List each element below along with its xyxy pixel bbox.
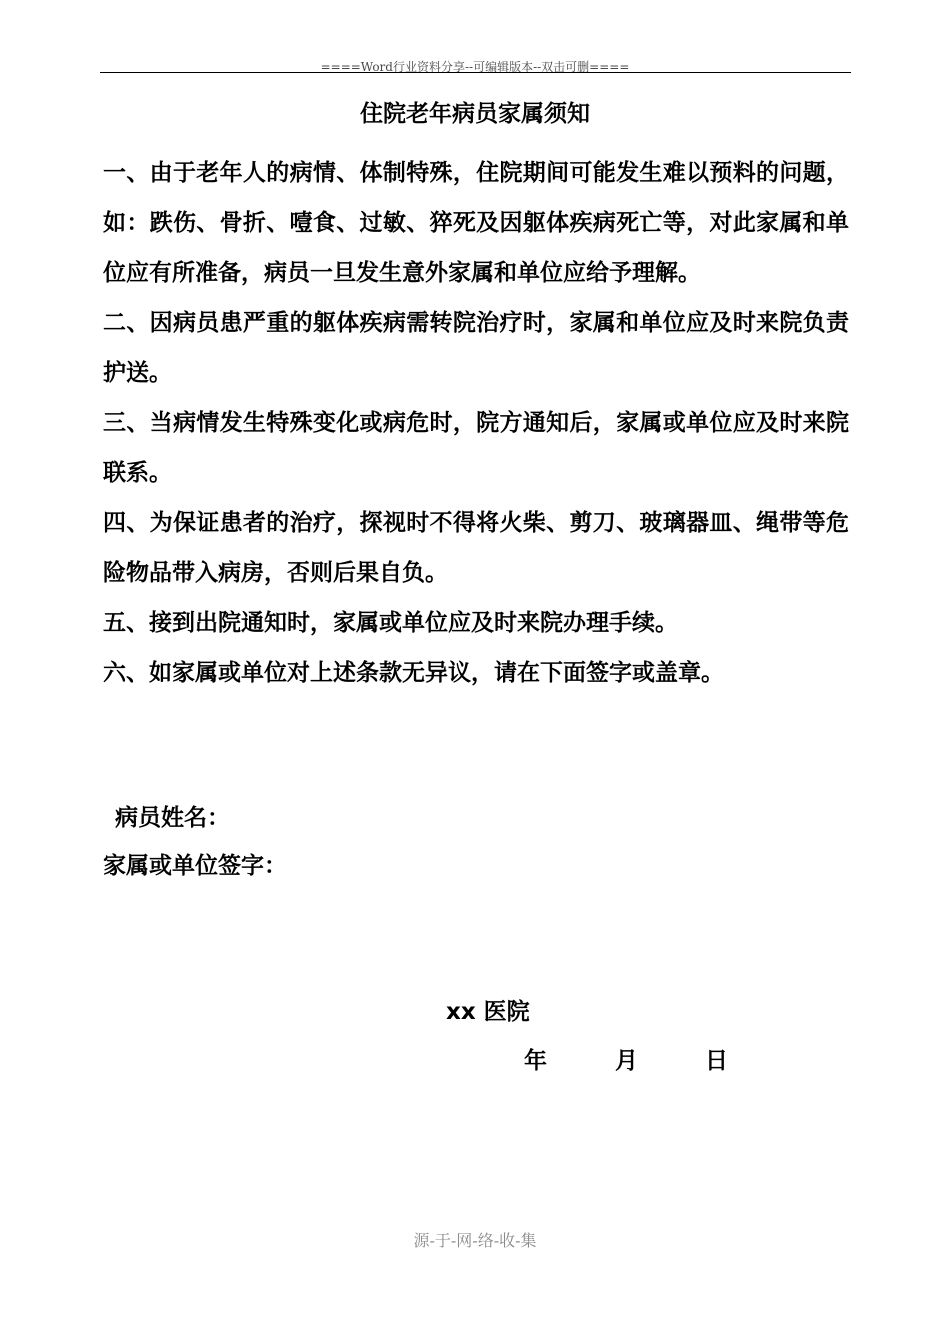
clause-list: [103, 148, 849, 698]
date-year-label: 年: [524, 1048, 547, 1074]
clause-2: 二、因病员患严重的躯体疾病需转院治疗时，家属和单位应及时来院负责护送。: [103, 310, 849, 386]
patient-name-label: 病员姓名：: [115, 805, 230, 831]
family-signature-label: 家属或单位签字：: [103, 853, 287, 879]
date-month-label: 月: [615, 1048, 638, 1074]
hospital-name: xx 医院: [446, 999, 530, 1025]
document-title: 住院老年病员家属须知: [360, 101, 590, 127]
clause-1: 一、由于老年人的病情、体制特殊，住院期间可能发生难以预料的问题，如：跌伤、骨折、噎食、过敏、猝死及因躯体疾病死亡等，对此家属和单位应有所准备，病员一旦发生意外家属和单位应给予理解。: [103, 160, 849, 286]
header-note: ====Word行业资料分享--可编辑版本--双击可删====: [320, 60, 630, 74]
clause-6: 六、如家属或单位对上述条款无异议，请在下面签字或盖章。: [103, 660, 724, 686]
clause-3: 三、当病情发生特殊变化或病危时，院方通知后，家属或单位应及时来院联系。: [103, 410, 849, 486]
clause-5: 五、接到出院通知时，家属或单位应及时来院办理手续。: [103, 610, 678, 636]
date-day-label: 日: [705, 1048, 728, 1074]
clause-4: 四、为保证患者的治疗，探视时不得将火柴、剪刀、玻璃器皿、绳带等危险物品带入病房，否则后果自负。: [103, 510, 849, 586]
footer-note: 源-于-网-络-收-集: [413, 1231, 537, 1250]
date-line: [524, 1044, 728, 1078]
signature-block: [103, 794, 287, 890]
header-divider: [100, 72, 851, 73]
